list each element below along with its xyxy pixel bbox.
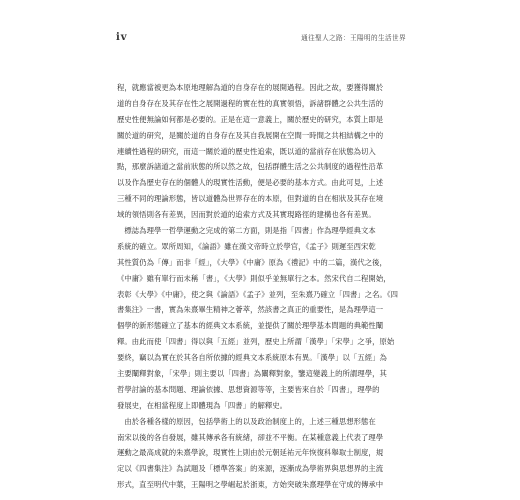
text-line: 域的領悟則各有差異，因而對於道的追索方式及其實現路徑的建構也各有差異。 <box>117 210 376 220</box>
text-line: 由於各種各樣的原因，包括學術上的以及政治制度上的，上述三種思想形態在 <box>117 416 376 426</box>
text-line: 《中庸》雖有單行而未稱「書」，《大學》則似乎並無單行之本。然宋代自二程開始， <box>117 273 391 283</box>
text-line: 點，那麼訴諸道之當前狀態的所以然之故，包括群體生活之公共制度的過程性沿革 <box>117 162 384 172</box>
text-line: 運動之最高成就的朱熹學說，現實性上則由於元朝延祐元年恢復科舉取士制度，規 <box>117 448 384 458</box>
text-line: 個學的新形態確立了基本的經典文本系統，並提供了關於理學基本問題的典範性闡 <box>117 321 384 331</box>
text-line: 定以《四書集注》為試題及「標準答案」的來源，逐漸成為學術界與思想界的主流 <box>117 464 384 474</box>
running-head: 通往聖人之路：王陽明的生活世界 <box>301 34 406 42</box>
text-line: 以及作為歷史存在的個體人的現實性活動，便是必要的基本方式。由此可見，上述 <box>117 178 384 188</box>
body-text <box>117 80 404 493</box>
text-line: 連續性過程的研究，而這一關於道的歷史性追索，既以道的當前存在狀態為切入 <box>117 146 376 156</box>
text-line: 其性質仍為「傳」而非「經」，《大學》《中庸》原為《禮記》中的二篇，漢代之後， <box>117 257 387 267</box>
text-line: 標誌為理學一哲學運動之完成的第二方面，則是指「四書」作為理學經典文本 <box>117 226 376 236</box>
text-line: 要終，竊以為實在於其各自所依據的經典文本系統原本有異。「漢學」以「五經」為 <box>117 353 387 363</box>
text-line: 哲學討論的基本問題、理論依據、思想資源等等，主要皆來自於「四書」，理學的 <box>117 384 380 394</box>
page-number: iv <box>116 32 128 43</box>
text-line: 程，就應當被更為本原地理解為道的自身存在的展開過程。因此之故，要獲得關於 <box>117 83 384 92</box>
text-line: 系統的確立。眾所周知，《論語》雖在漢文帝時立於學官，《孟子》則遲至西宋乾 <box>117 241 376 251</box>
text-line: 三種不同的理論形態，皆以道體為世界存在的本原，但對道的自在相狀及其存在境 <box>117 194 384 204</box>
text-line: 南宋以後的各自發展，雖其傳承各有統緒，卻並不平衡。在某種意義上代表了理學 <box>117 432 384 442</box>
text-line: 道的自身存在及其存在性之展開過程的實在性的真實領悟，訴諸群體之公共生活的 <box>117 98 384 108</box>
text-line: 歷史性便無論如何都是必要的。正是在這一意義上，關於歷史的研究，本質上即是 <box>117 114 384 124</box>
text-line: 形式，直至明代中葉，王陽明之學崛起於浙東，方始突破朱熹理學在守成的傳承中 <box>117 480 384 490</box>
text-line: 發展史，在相當程度上即體現為「四書」的解釋史。 <box>117 400 288 410</box>
text-line: 釋。由此而使「四書」得以與「五經」並列，歷史上所謂「漢學」「宋學」之爭，原始 <box>117 337 395 347</box>
text-line: 主要闡釋對象，「宋學」則主要以「四書」為闡釋對象，鑒這變義上的所謂理學，其 <box>117 369 387 379</box>
text-line: 關於道的研究，是關於道的自身存在及其自我展開在空間一時間之共相結構之中的 <box>117 130 384 140</box>
text-line: 書集注》一書，實為朱熹畢生精神之薈萃，然該書之真正的重要性，是為理學這一 <box>117 305 384 315</box>
text-line: 表彰《大學》《中庸》，使之與《論語》《孟子》並列，至朱熹乃確立「四書」之名。《四 <box>117 289 399 299</box>
